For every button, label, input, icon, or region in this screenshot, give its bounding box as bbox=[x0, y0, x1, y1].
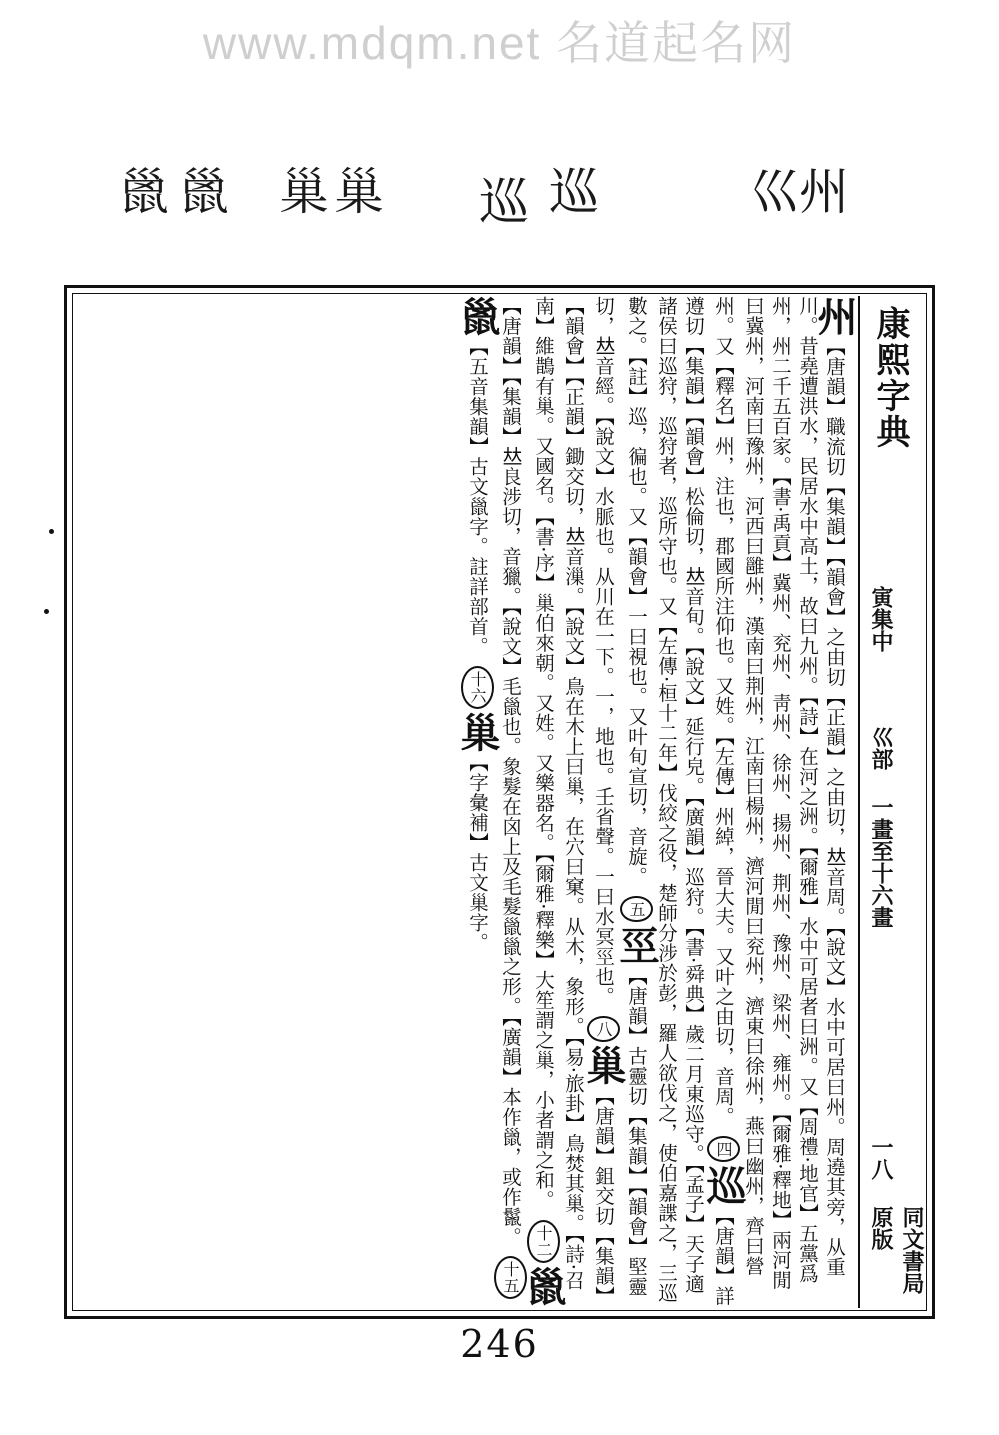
entry-text: 【唐韻】【集韻】𠀤良涉切，音獵。【說文】毛巤也。象髮在囟上及毛髮巤巤之形。【廣韻】本作巤，或作鬣。 bbox=[499, 296, 522, 1247]
entry-text: 【字彙補】古文巢字。 bbox=[466, 752, 489, 953]
stroke-count-badge: 八 bbox=[587, 1016, 620, 1043]
seal-form-4: 巡 bbox=[471, 175, 529, 221]
volume-page-number: 一八 bbox=[868, 1136, 894, 1180]
page-number: 246 bbox=[460, 1322, 539, 1366]
entry-headword: 州 bbox=[811, 296, 858, 337]
seal-form-5: 巢 bbox=[326, 165, 384, 211]
publisher-label: 同文書局原版 bbox=[868, 1206, 925, 1294]
entry-text: 【唐韻】鉏交切【集韻】【韻會】【正韻】鋤交切，𠀤音漅。【說文】鳥在木上曰巢，在穴曰窠。从木，象形。【易·旅卦】鳥焚其巢。【詩·召南】維鵲有巢。又國名。【書·序】巢伯來朝。又姓。又樂器名。【爾雅·釋樂】大笙謂之巢，小者謂之和。 bbox=[532, 296, 615, 1306]
margin-mark bbox=[44, 609, 49, 614]
stroke-count-badge: 四 bbox=[707, 1136, 740, 1163]
seal-forms-row bbox=[0, 165, 999, 290]
seal-form-8: 巤 bbox=[111, 165, 169, 211]
entry-text: 【唐韻】古靈切【集韻】【韻會】堅靈切，𠀤音經。【說文】水脈也。从川在一下。一，地也。壬省聲。一曰水冥巠也。 bbox=[592, 296, 648, 1297]
entry-text: 【五音集韻】古文巤字。註詳部首。 bbox=[466, 336, 489, 657]
entry-headword: 巢 bbox=[580, 1045, 627, 1086]
seal-form-1: 州 bbox=[791, 165, 849, 211]
entry-headword: 巡 bbox=[700, 1165, 747, 1206]
page-frame bbox=[64, 285, 935, 1319]
seal-form-7: 巤 bbox=[171, 165, 229, 211]
radical-label: 巛部 bbox=[868, 726, 894, 770]
book-title: 康熙字典 bbox=[870, 306, 910, 450]
margin-mark bbox=[49, 529, 54, 534]
header-column bbox=[858, 296, 925, 1308]
dictionary-body bbox=[77, 296, 858, 1308]
stroke-range-label: 一畫至十六畫 bbox=[868, 796, 894, 928]
entry-headword: 巢 bbox=[454, 712, 501, 753]
watermark: www.mdqm.net 名道起名网 bbox=[202, 17, 797, 69]
stroke-count-badge: 十二 bbox=[527, 1220, 560, 1263]
entry-headword: 巤 bbox=[454, 296, 501, 337]
seal-form-3: 巡 bbox=[541, 165, 599, 211]
seal-form-6: 巢 bbox=[271, 165, 329, 211]
entry-text: 【唐韻】詳遵切【集韻】【韻會】松倫切，𠀤音旬。【說文】延行皃。【廣韻】巡狩。【書·舜典】歲二月東巡守。【孟子】天子適諸侯曰巡狩，巡狩者，巡所守也。又【左傳·桓十二年】伐絞之役，楚師分涉於彭，羅人欲伐之，使伯嘉諜之，三巡數之。【註】巡，徧也。又【韻會】一曰視也。又叶旬宣切，音旋。 bbox=[625, 296, 735, 1306]
stroke-count-badge: 十六 bbox=[461, 666, 494, 709]
section-label: 寅集中 bbox=[868, 586, 894, 652]
entry-text: 【唐韻】職流切【集韻】【韻會】之由切【正韻】之由切，𠀤音周。【說文】水中可居曰州。周遶其旁，从重川。昔堯遭洪水，民居水中高土，故曰九州。【詩】在河之洲。【爾雅】水中可居者曰洲。又【周禮·地官】五黨爲州，州二千五百家。【書·禹貢】冀州、兖州、靑州、徐州、揚州、荆州、豫州、梁州、雍州。【爾雅·釋地】兩河閒曰冀州，河南曰豫州，河西曰雝州，漢南曰荆州，江南曰楊州，濟河閒曰兖州，濟東曰徐州，燕曰幽州，齊曰營州。又【釋名】州，注也，郡國所注仰也。又姓。【左傳】州綽，晉大夫。又叶之由切，音周。 bbox=[712, 296, 846, 1290]
entry-headword: 巤 bbox=[520, 1265, 567, 1307]
entry-chao-variant bbox=[454, 663, 501, 953]
stroke-count-badge: 十五 bbox=[494, 1256, 527, 1299]
seal-form-2: 巛 bbox=[741, 165, 799, 211]
entry-headword: 巠 bbox=[613, 925, 660, 966]
stroke-count-badge: 五 bbox=[620, 896, 653, 923]
